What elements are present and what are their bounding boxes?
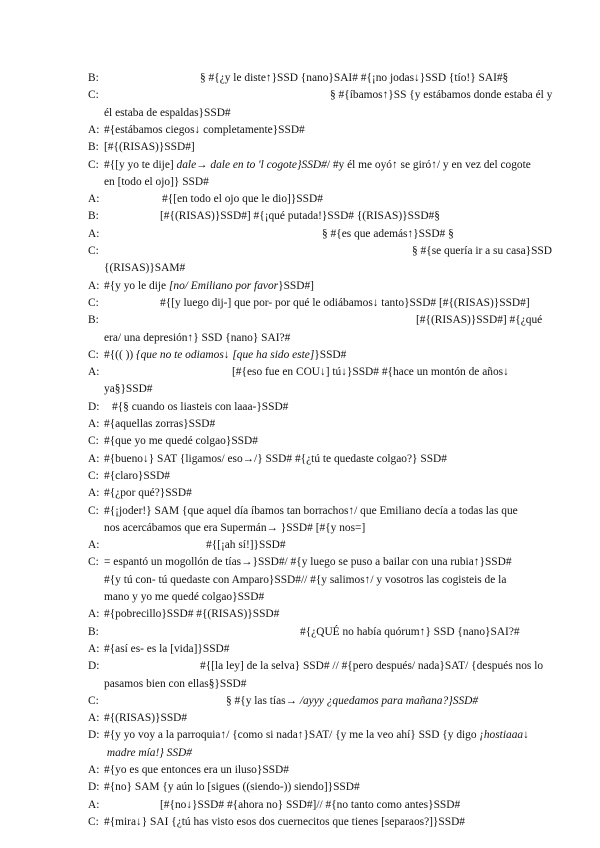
transcript-line bbox=[88, 677, 560, 692]
speaker-label: B: bbox=[88, 141, 99, 154]
transcript-line bbox=[88, 192, 560, 207]
speaker-label: A: bbox=[88, 193, 100, 206]
utterance-text: #{bueno↓} SAT {ligamos/ eso→/} SSD# #{¿tú te quedaste colgao?} SSD# bbox=[104, 452, 447, 465]
utterance-text: #{claro}SSD# bbox=[104, 469, 170, 482]
utterance-text: #{aquellas zorras}SSD# bbox=[104, 418, 216, 430]
transcript-line bbox=[88, 382, 560, 397]
speaker-label: A: bbox=[88, 764, 100, 776]
transcript-line bbox=[88, 521, 560, 536]
transcript-line bbox=[88, 469, 560, 484]
utterance-text-tail: }SSD#] bbox=[278, 279, 314, 292]
speaker-label: B: bbox=[88, 72, 99, 84]
utterance-text-tail: / #y él me oyó↑ se giró↑/ y en vez del cogote bbox=[326, 158, 531, 171]
speaker-label: C: bbox=[88, 296, 99, 309]
utterance-text: #{yo es que entonces era un iluso}SSD# bbox=[104, 764, 289, 776]
speaker-label: A: bbox=[88, 418, 100, 430]
utterance-text: [#{eso fue en COU↓] tú↓}SSD# #{hace un montón de años↓ bbox=[232, 366, 509, 379]
utterance-text: #{y yo le dije bbox=[104, 279, 167, 292]
speaker-label: C: bbox=[88, 89, 99, 102]
utterance-text: [#{(RISAS)}SSD#] bbox=[104, 141, 195, 154]
utterance-text: él estaba de espaldas}SSD# bbox=[104, 106, 231, 119]
utterance-text: pasamos bien con ellas§}SSD# bbox=[104, 677, 247, 690]
italic-quote: [no/ Emiliano por favor bbox=[166, 279, 279, 292]
transcript-line bbox=[88, 711, 560, 726]
transcript-line bbox=[88, 227, 560, 242]
utterance-text: § #{se quería ir a su casa}SSD bbox=[412, 245, 552, 257]
utterance-text: § #{es que además↑}SSD# § bbox=[322, 227, 454, 240]
utterance-text: #{¿QUÉ no había quórum↑} SSD {nano}SAI?# bbox=[300, 625, 520, 638]
utterance-text: § #{¿y le diste↑}SSD {nano}SAI# #{¡no jodas↓}SSD {tío!} SAI#§ bbox=[200, 72, 509, 84]
utterance-text: #{(( )) bbox=[104, 348, 137, 361]
speaker-label: A: bbox=[88, 539, 100, 552]
speaker-label: A: bbox=[88, 279, 100, 292]
transcript-line bbox=[88, 123, 560, 138]
utterance-text: #{y yo voy a la parroquia↑/ {como si nada↑}SAT/ {y me la veo ahí} SSD {y digo bbox=[104, 729, 477, 742]
transcript-line bbox=[88, 71, 560, 86]
transcript-line bbox=[88, 573, 560, 588]
speaker-label: D: bbox=[88, 660, 100, 673]
utterance-text: #{(RISAS)}SSD# bbox=[104, 712, 188, 725]
transcript-line bbox=[88, 763, 560, 778]
speaker-label: C: bbox=[88, 694, 99, 707]
speaker-label: B: bbox=[88, 625, 99, 638]
utterance-text: en [todo el ojo]} SSD# bbox=[104, 175, 209, 188]
utterance-text: #{pobrecillo}SSD# #{(RISAS)}SSD# bbox=[104, 608, 280, 621]
utterance-text: #{§ cuando os liasteis con laaa-}SSD# bbox=[112, 400, 289, 413]
utterance-text-tail: }SSD# bbox=[314, 348, 347, 361]
speaker-label: C: bbox=[88, 348, 99, 361]
speaker-label: C: bbox=[88, 815, 99, 828]
transcript-line bbox=[88, 279, 560, 294]
utterance-text: #{[la ley] de la selva} SSD# // #{pero después/ nada}SAT/ {después nos lo bbox=[200, 660, 544, 673]
transcript-line bbox=[88, 348, 560, 363]
transcript-line bbox=[88, 158, 560, 173]
speaker-label: A: bbox=[88, 608, 100, 621]
utterance-text: #{[en todo el ojo que le dio]}SSD# bbox=[162, 193, 323, 206]
utterance-text: § #{íbamos↑}SS {y estábamos donde estaba él y bbox=[330, 89, 553, 102]
utterance-text: [#{no↓}SSD# #{ahora no} SSD#]// #{no tanto como antes}SSD# bbox=[160, 798, 461, 811]
transcript-line bbox=[88, 590, 560, 605]
transcript-line bbox=[88, 434, 560, 449]
utterance-text: #{que yo me quedé colgao}SSD# bbox=[104, 435, 258, 448]
utterance-text: {(RISAS)}SAM# bbox=[104, 262, 186, 275]
utterance-text: = espantó un mogollón de tías→}SSD#/ #{y luego se puso a bailar con una rubia↑}SSD# bbox=[104, 556, 512, 569]
transcript-line bbox=[88, 642, 560, 657]
speaker-label: D: bbox=[88, 729, 100, 742]
transcript-line bbox=[88, 88, 560, 103]
transcript-line bbox=[88, 746, 560, 761]
transcript-line bbox=[88, 659, 560, 674]
speaker-label: A: bbox=[88, 798, 100, 811]
transcript-line bbox=[88, 313, 560, 328]
speaker-label: C: bbox=[88, 245, 99, 257]
speaker-label: B: bbox=[88, 314, 99, 327]
utterance-text: #{[y luego dij-] que por- por qué le odiábamos↓ tanto}SSD# [#{(RISAS)}SSD#] bbox=[160, 296, 530, 309]
transcript-line bbox=[88, 175, 560, 190]
utterance-text: era/ una depresión↑} SSD {nano} SAI?# bbox=[104, 331, 291, 344]
transcript-line bbox=[88, 106, 560, 121]
speaker-label: C: bbox=[88, 435, 99, 448]
transcript-line bbox=[88, 331, 560, 346]
transcript-line bbox=[88, 538, 560, 553]
speaker-label: C: bbox=[88, 469, 99, 482]
speaker-label: D: bbox=[88, 400, 100, 413]
transcript-line bbox=[88, 815, 560, 830]
speaker-label: A: bbox=[88, 642, 100, 655]
transcript-line bbox=[88, 261, 560, 276]
speaker-label: A: bbox=[88, 366, 100, 379]
transcript-line bbox=[88, 780, 560, 795]
utterance-text: #{mira↓} SAI {¿tú has visto esos dos cuernecitos que tienes [separaos?]}SSD# bbox=[104, 815, 465, 828]
italic-quote: ¡hostiaaa↓ bbox=[476, 729, 529, 742]
utterance-text: #{así es- es la [vida]}SSD# bbox=[104, 642, 230, 655]
italic-quote: /ayyy ¿quedamos para mañana?}SSD# bbox=[296, 694, 479, 707]
speaker-label: A: bbox=[88, 227, 100, 240]
utterance-text: ya§}SSD# bbox=[104, 383, 153, 396]
utterance-text: mano y yo me quedé colgao}SSD# bbox=[104, 591, 265, 603]
italic-quote: dale→ dale en to 'l cogote}SSD# bbox=[173, 158, 327, 171]
transcript-line bbox=[88, 694, 560, 709]
speaker-label: A: bbox=[88, 123, 100, 136]
transcript-line bbox=[88, 486, 560, 501]
transcript-line bbox=[88, 728, 560, 743]
transcript-line bbox=[88, 296, 560, 311]
transcript-line bbox=[88, 365, 560, 380]
speaker-label: A: bbox=[88, 487, 100, 500]
transcript-line bbox=[88, 607, 560, 622]
speaker-label: C: bbox=[88, 504, 99, 517]
utterance-text: #{estábamos ciegos↓ completamente}SSD# bbox=[104, 123, 305, 136]
utterance-text: #{[¡ah sí!]}SSD# bbox=[206, 539, 286, 552]
utterance-text: #{¡joder!} SAM {que aquel día íbamos tan borrachos↑/ que Emiliano decía a todas las que bbox=[104, 504, 518, 517]
transcript-line bbox=[88, 244, 560, 259]
utterance-text: #{no} SAM {y aún lo [sigues ((siendo-)) siendo]}SSD# bbox=[104, 781, 360, 794]
transcript-line bbox=[88, 625, 560, 640]
utterance-text: [#{(RISAS)}SSD#] #{¿qué bbox=[416, 314, 543, 327]
utterance-text: nos acercábamos que era Supermán→ }SSD# [#{y nos=] bbox=[104, 521, 366, 534]
italic-quote: {que no te odiamos↓ [que ha sido este] bbox=[136, 348, 315, 361]
transcript-line bbox=[88, 452, 560, 467]
transcript-line bbox=[88, 400, 560, 415]
transcript-line bbox=[88, 555, 560, 570]
utterance-text: #{[y yo te dije] bbox=[104, 158, 174, 171]
italic-quote: madre mía!} SSD# bbox=[104, 746, 192, 759]
utterance-text: #{¿por qué?}SSD# bbox=[104, 487, 192, 500]
transcript-line bbox=[88, 209, 560, 224]
utterance-text: § #{y las tías→ bbox=[226, 694, 297, 707]
utterance-text: [#{(RISAS)}SSD#] #{¡qué putada!}SSD# {(RISAS)}SSD#§ bbox=[160, 210, 440, 223]
speaker-label: D: bbox=[88, 781, 100, 794]
speaker-label: B: bbox=[88, 210, 99, 223]
transcript-line bbox=[88, 504, 560, 519]
speaker-label: A: bbox=[88, 712, 100, 725]
utterance-text: #{y tú con- tú quedaste con Amparo}SSD#// #{y salimos↑/ y vosotros las cogisteis de la bbox=[104, 573, 507, 586]
transcript-line bbox=[88, 140, 560, 155]
transcript-line bbox=[88, 798, 560, 813]
speaker-label: A: bbox=[88, 452, 100, 465]
speaker-label: C: bbox=[88, 556, 99, 569]
speaker-label: C: bbox=[88, 158, 99, 171]
transcript-line bbox=[88, 417, 560, 432]
